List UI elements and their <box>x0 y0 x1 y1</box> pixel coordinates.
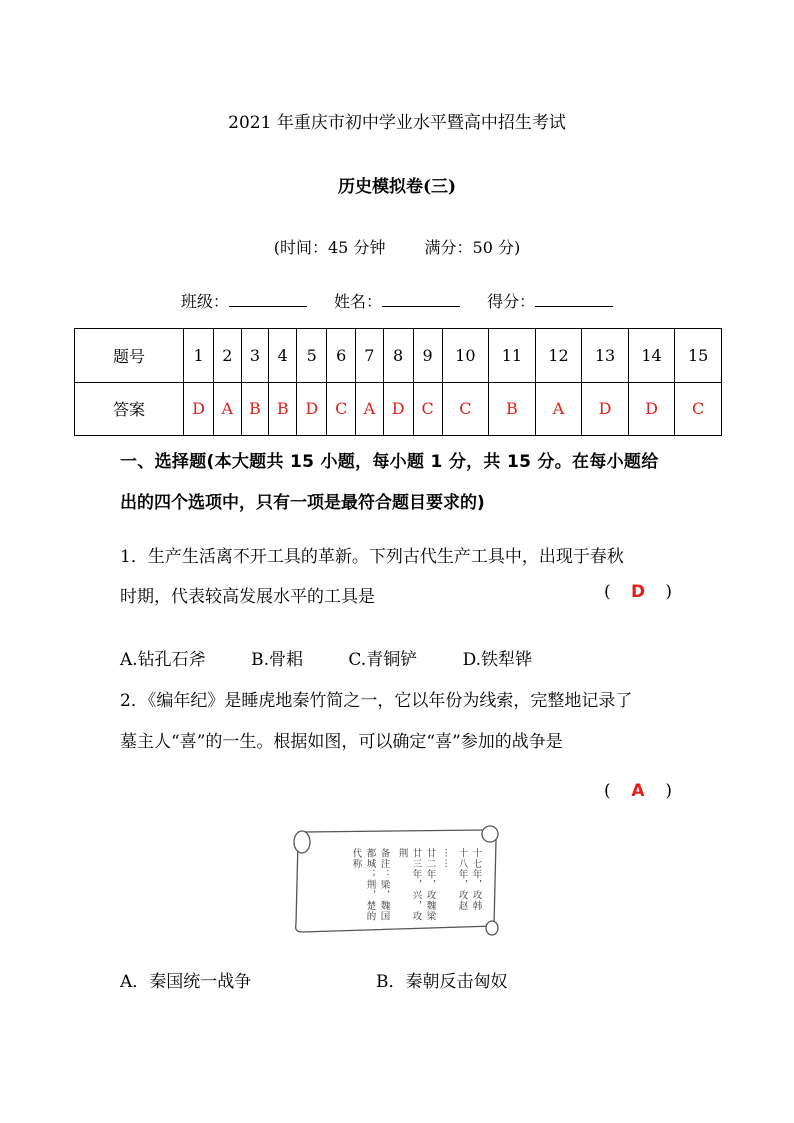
q2-answer-paren <box>604 781 672 801</box>
q2-options <box>120 967 680 992</box>
q1-options <box>120 645 680 670</box>
question-number-label: 题号 <box>75 329 184 383</box>
answer-cell: C <box>413 382 442 436</box>
scroll-column: 备注：梁，魏国 <box>378 848 390 922</box>
question-number-cell: 7 <box>356 329 383 383</box>
answer-cell: B <box>269 382 297 436</box>
question-number-cell: 9 <box>413 329 442 383</box>
answer-cell: C <box>675 382 722 436</box>
section-title-line2: 出的四个选项中，只有一项是最符合题目要求的) <box>120 493 485 513</box>
scroll-column: …… <box>442 848 454 869</box>
answer-cell: C <box>442 382 489 436</box>
answer-cell: B <box>241 382 269 436</box>
time-limit: (时间：45 分钟 <box>273 238 386 257</box>
question-number-cell: 12 <box>535 329 582 383</box>
question-number-row <box>75 329 722 383</box>
scroll-column: 荆 <box>396 848 408 859</box>
score-label: 得分： <box>487 292 536 311</box>
q1-option-b[interactable]: B.骨耜 <box>251 650 303 670</box>
q2-option-b[interactable]: B．秦朝反击匈奴 <box>376 972 508 992</box>
question-number-cell: 14 <box>628 329 675 383</box>
student-info-line <box>0 289 794 312</box>
q1-option-d[interactable]: D.铁犁铧 <box>462 650 533 670</box>
answer-cell: D <box>582 382 629 436</box>
answer-cell: A <box>535 382 582 436</box>
question-number-cell: 1 <box>184 329 214 383</box>
answer-cell: A <box>356 382 383 436</box>
question-number-cell: 15 <box>675 329 722 383</box>
question-number-cell: 8 <box>383 329 413 383</box>
q2-answer-letter: A <box>631 781 645 801</box>
name-label: 姓名： <box>333 292 382 311</box>
time-info <box>0 235 794 258</box>
exam-subtitle: 历史模拟卷(三) <box>337 177 457 197</box>
paren-open: ( <box>604 781 611 801</box>
bamboo-scroll-image <box>290 820 502 946</box>
q2-text-line1: 2．《编年纪》是睡虎地秦竹简之一，它以年份为线索，完整地记录了 <box>120 691 633 711</box>
answer-cell: D <box>297 382 327 436</box>
q1-option-a[interactable]: A.钻孔石斧 <box>120 650 206 670</box>
paren-close: ) <box>665 582 672 602</box>
paren-open: ( <box>604 582 611 602</box>
section-title-line1: 一、选择题(本大题共 15 小题，每小题 1 分，共 15 分。在每小题给 <box>120 452 659 472</box>
scroll-text <box>351 847 483 921</box>
q1-answer-letter: D <box>630 582 646 602</box>
question-number-cell: 2 <box>214 329 241 383</box>
class-blank[interactable] <box>229 292 307 307</box>
question-number-cell: 4 <box>269 329 297 383</box>
paren-close: ) <box>665 781 672 801</box>
score-blank[interactable] <box>535 292 613 307</box>
answer-table <box>74 328 722 436</box>
scroll-column: 十七年，攻韩 <box>470 848 482 911</box>
answer-label: 答案 <box>75 382 184 436</box>
scroll-top-curl <box>482 826 498 842</box>
answer-cell: A <box>214 382 241 436</box>
scroll-column: 都城；荆，楚的 <box>364 848 376 922</box>
answer-cell: B <box>489 382 536 436</box>
scroll-right-curl <box>486 921 498 935</box>
q1-text-line2: 时期，代表较高发展水平的工具是 <box>120 587 375 607</box>
exam-title: 2021 年重庆市初中学业水平暨高中招生考试 <box>228 113 566 133</box>
answer-cell: D <box>628 382 675 436</box>
question-number-cell: 3 <box>241 329 269 383</box>
question-number-cell: 10 <box>442 329 489 383</box>
answer-cell: D <box>184 382 214 436</box>
q2-option-a[interactable]: A．秦国统一战争 <box>120 972 252 992</box>
scroll-column: 十八年，攻赵 <box>456 848 468 911</box>
scroll-column: 廿二年，攻魏梁 <box>424 848 436 922</box>
name-blank[interactable] <box>382 292 460 307</box>
answer-cell: D <box>383 382 413 436</box>
full-score: 满分：50 分) <box>424 238 521 257</box>
answer-cell: C <box>327 382 356 436</box>
scroll-column: 廿三年，兴，攻 <box>410 848 422 922</box>
q1-text-line1: 1．生产生活离不开工具的革新。下列古代生产工具中，出现于春秋 <box>120 547 624 567</box>
question-number-cell: 11 <box>489 329 536 383</box>
question-number-cell: 13 <box>582 329 629 383</box>
scroll-column: 代称 <box>350 848 362 869</box>
q2-text-line2: 墓主人“喜”的一生。根据如图，可以确定“喜”参加的战争是 <box>120 732 563 752</box>
answer-row <box>75 382 722 436</box>
question-number-cell: 6 <box>327 329 356 383</box>
q1-option-c[interactable]: C.青铜铲 <box>348 650 418 670</box>
q1-answer-paren <box>604 582 672 602</box>
class-label: 班级： <box>180 292 229 311</box>
question-number-cell: 5 <box>297 329 327 383</box>
scroll-left-curl <box>294 831 310 853</box>
